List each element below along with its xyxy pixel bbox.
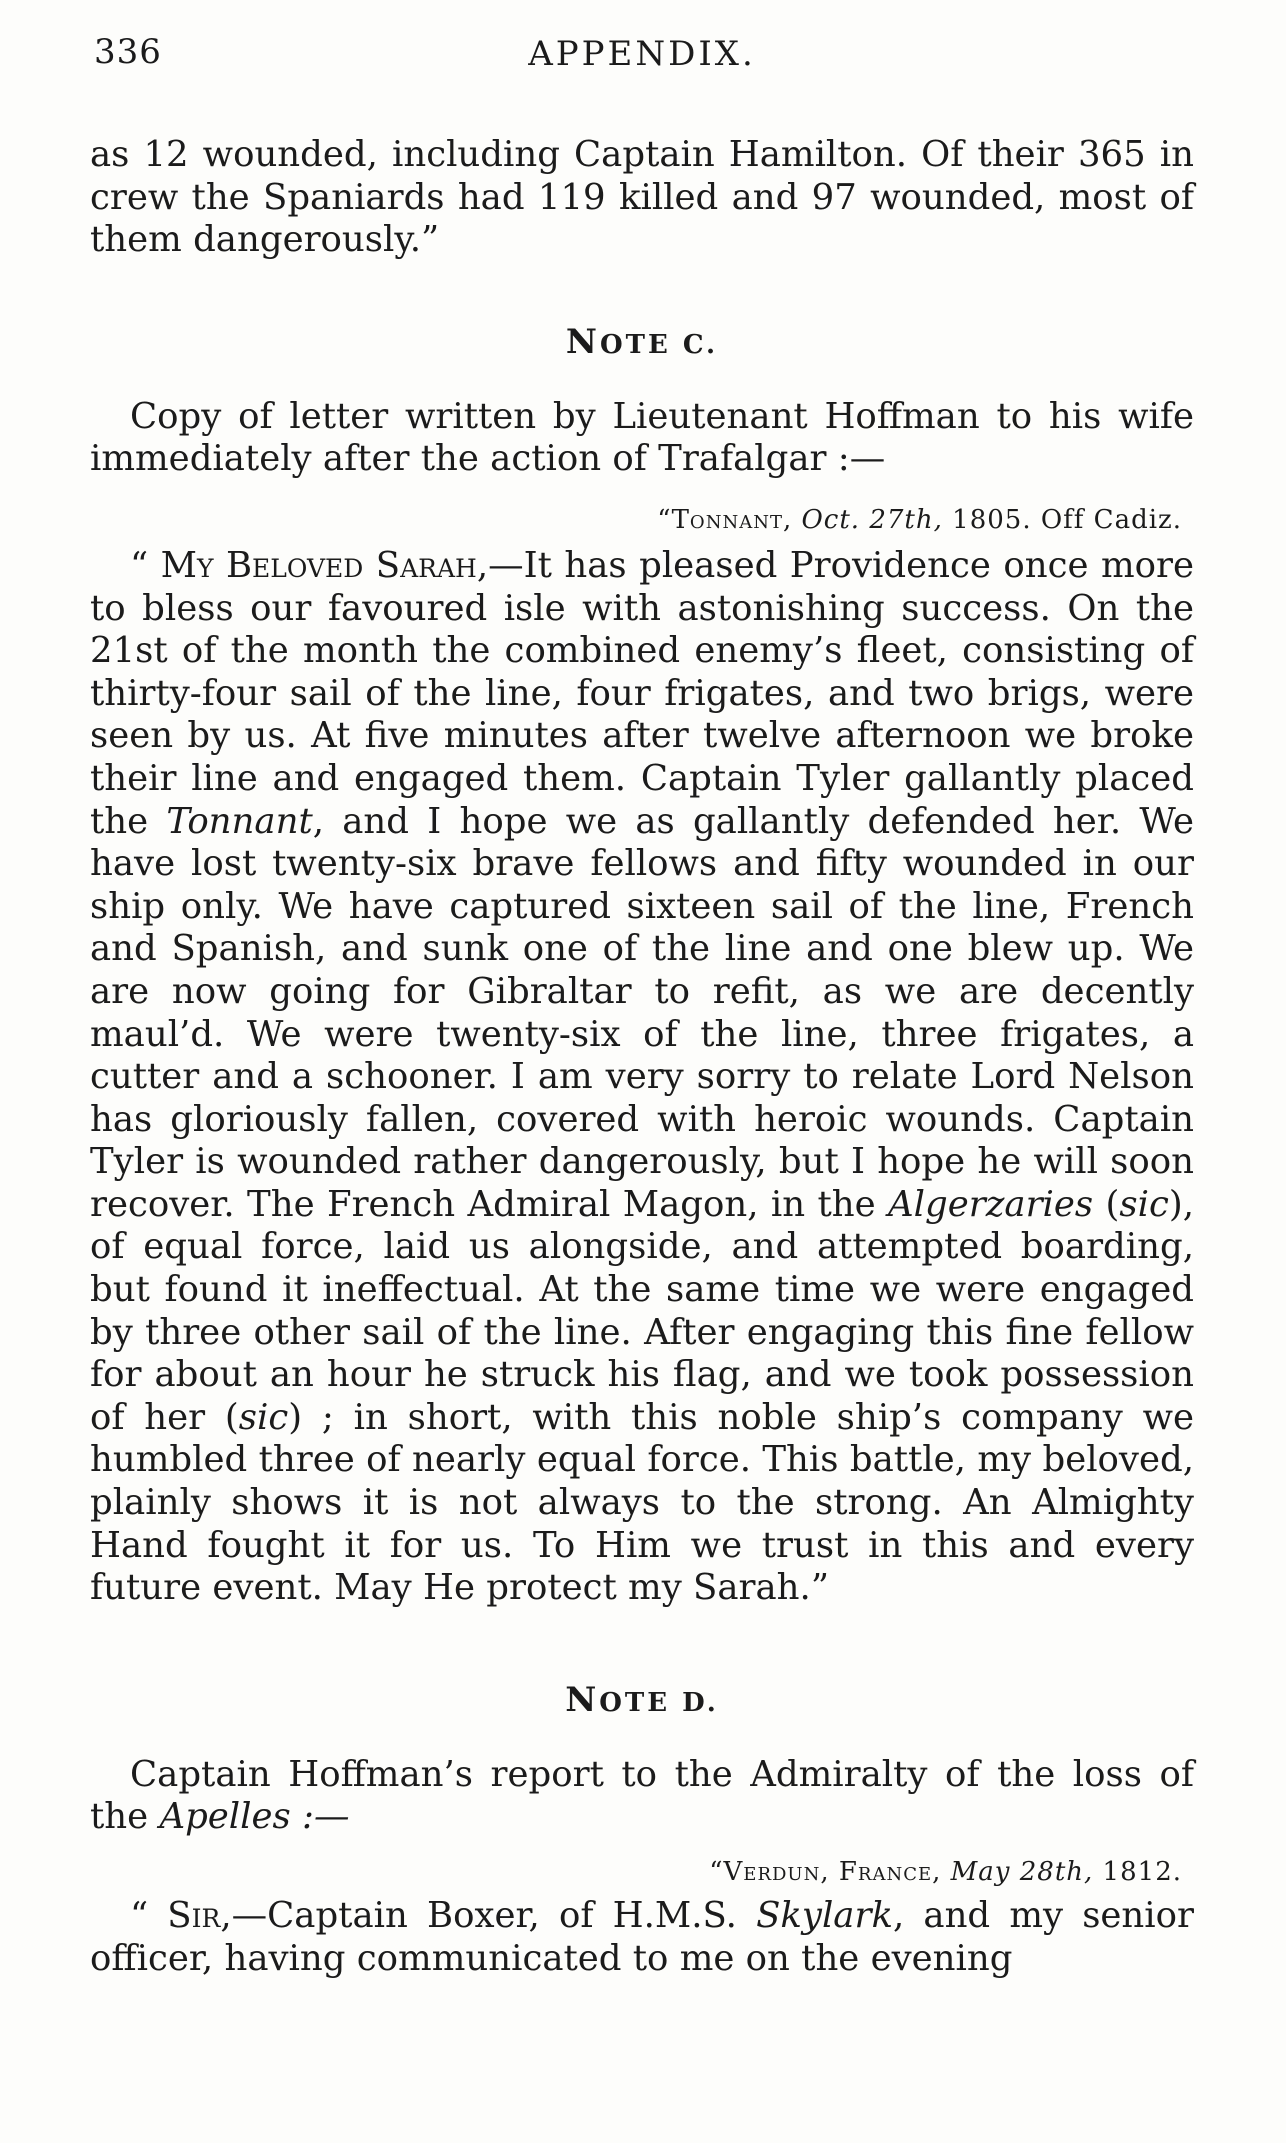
note-c-dateline-ship: Tonnant xyxy=(671,504,783,535)
note-c-dateline xyxy=(90,505,1194,535)
note-d-heading-initial: N xyxy=(565,1679,600,1720)
note-c-sic-1: sic xyxy=(1119,1183,1169,1225)
note-c-heading xyxy=(90,322,1194,362)
note-d-ship-name: Skylark xyxy=(756,1895,893,1936)
continuation-paragraph: as 12 wounded, including Captain Hamilton. Of their 365 in crew the Spaniards had 119 killed and 97 wounded, most of them dangerously.” xyxy=(90,134,1194,261)
note-d-letter-part-2: , and my senior officer, having communicated to me on the evening xyxy=(90,1895,1194,1979)
note-c-enemy-ship: Algerzaries xyxy=(888,1183,1094,1225)
note-c-dateline-rest: 1805. Off Cadiz. xyxy=(942,504,1182,535)
note-c-letter-part-4: ; in short, with this noble ship’s company we humbled three of nearly equal force. This battle, my beloved, plainly shows it is not always to the strong. An Almighty Hand fought it for us. To Him we trust in this and every future event. May He protect my Sarah.” xyxy=(90,1396,1194,1609)
note-d-dateline-rest: 1812. xyxy=(1093,1857,1182,1887)
note-c-heading-initial: N xyxy=(565,321,600,362)
note-c-ship-name: Tonnant xyxy=(166,800,313,842)
note-d-dateline-place: Verdun, France xyxy=(723,1857,933,1887)
note-c-letter: “ My Beloved Sarah,—It has pleased Providence once more to bless our favoured isle with astonishing success. On the 21st of the month the combined enemy’s fleet, consisting of thirty-four sail of the line, four frigates, and two brigs, were seen by us. At five minutes after twelve afternoon we broke their line and engaged them. Captain Tyler gallantly placed the Tonnant, and I hope we as gallantly defended her. We have lost twenty-six brave fellows and fifty wounded in our ship only. We have captured sixteen sail of the line, French and Spanish, and sunk one of the line and one blew up. We are now going for Gibraltar to refit, as we are decently maul’d. We were twenty-six of the line, three frigates, a cutter and a schooner. I am very sorry to relate Lord Nelson has gloriously fallen, covered with heroic wounds. Captain Tyler is wounded rather dangerously, but I hope he will soon recover. The French Admiral Magon, in the Algerzaries (sic), of equal force, laid us alongside, and attempted boarding, but found it ineffectual. At the same time we were engaged by three other sail of the line. After engaging this fine fellow for about an hour he struck his flag, and we took possession of her (sic) ; in short, with this noble ship’s company we humbled three of nearly equal force. This battle, my beloved, plainly shows it is not always to the strong. An Almighty Hand fought it for us. To Him we trust in this and every future event. May He protect my Sarah.” xyxy=(90,544,1194,1609)
note-c-letter-part-1: —It has pleased Providence once more to bless our favoured isle with astonishing success. On the 21st of the month the combined enemy’s fleet, consisting of thirty-four sail of the line, four frigates, and two brigs, were seen by us. At five minutes after twelve afternoon we broke their line and engaged them. Captain Tyler gallantly placed the xyxy=(90,544,1194,842)
note-c-dateline-date: Oct. 27th, xyxy=(801,504,943,535)
note-d-heading xyxy=(90,1680,1194,1720)
note-c-salutation: “ My Beloved Sarah, xyxy=(130,544,489,586)
page-number: 336 xyxy=(94,32,162,72)
note-d-intro-text: Captain Hoffman’s report to the Admiralty of the loss of the xyxy=(90,1753,1194,1838)
note-c-heading-rest: OTE C. xyxy=(599,329,719,360)
note-d-letter xyxy=(90,1895,1194,1980)
note-d-intro-ship: Apelles :— xyxy=(159,1796,350,1838)
note-d-dateline-open: “ xyxy=(709,1857,724,1887)
running-head: APPENDIX. xyxy=(528,34,756,74)
note-c-intro: Copy of letter written by Lieutenant Hoffman to his wife immediately after the action of Trafalgar :— xyxy=(90,395,1194,480)
note-d-intro xyxy=(90,1754,1194,1839)
note-d-heading-rest: OTE D. xyxy=(599,1687,719,1718)
note-c-letter-part-3: , of equal force, laid us alongside, and attempted boarding, but found it ineffectual. At the same time we were engaged by three other sail of the line. After engaging this fine fellow for about an hour he struck his flag, and we took possession of her xyxy=(90,1183,1194,1438)
note-c-sic-2: sic xyxy=(238,1396,289,1438)
note-d-letter-part-1: —Captain Boxer, of H.M.S. xyxy=(231,1895,757,1936)
note-d-dateline xyxy=(90,1857,1194,1887)
note-d-salutation: “ Sir, xyxy=(130,1895,232,1936)
note-d-dateline-date: May 28th, xyxy=(950,1857,1094,1887)
note-c-dateline-open: “ xyxy=(657,504,672,535)
note-c-dateline-sep: , xyxy=(782,504,802,535)
note-c-letter-part-2: , and I hope we as gallantly defended her. We have lost twenty-six brave fellows and fifty wounded in our ship only. We have captured sixteen sail of the line, French and Spanish, and sunk one of the line and one blew up. We are now going for Gibraltar to refit, as we are decently maul’d. We were twenty-six of the line, three frigates, a cutter and a schooner. I am very sorry to relate Lord Nelson has gloriously fallen, covered with heroic wounds. Captain Tyler is wounded rather dangerously, but I hope he will soon recover. The French Admiral Magon, in the xyxy=(90,800,1194,1225)
note-d-dateline-sep: , xyxy=(932,1857,951,1887)
page-header xyxy=(90,0,1194,92)
